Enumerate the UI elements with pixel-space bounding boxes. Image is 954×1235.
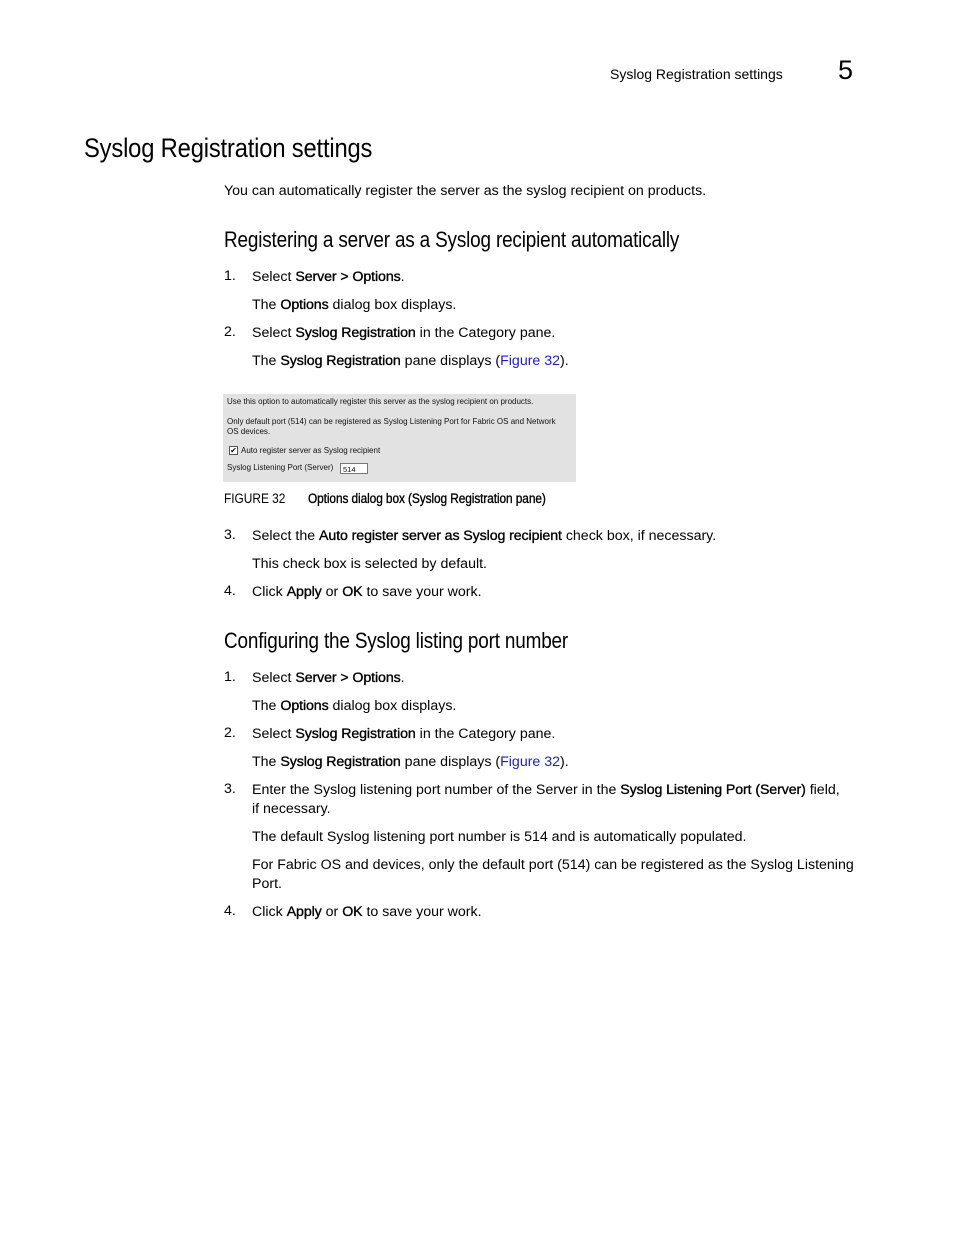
s1-step1: Select Server > Options. [252,269,405,285]
s1-step1-result: The Options dialog box displays. [252,297,457,313]
s1-step4-number: 4. [224,583,236,599]
s2-step3-number: 3. [224,781,236,797]
figure-32-link[interactable]: Figure 32 [500,754,561,770]
s2-step2-result: The Syslog Registration pane displays (Figure 32). [252,754,569,770]
s2-step1: Select Server > Options. [252,670,405,686]
s2-step2-number: 2. [224,725,236,741]
port-input[interactable]: 514 [340,463,368,474]
section1-heading: Registering a server as a Syslog recipient automatically [224,227,680,252]
s1-step2-number: 2. [224,324,236,340]
s2-step4: Click Apply or OK to save your work. [252,904,482,920]
s2-step2: Select Syslog Registration in the Category pane. [252,726,556,742]
s2-step3-note2-line1: For Fabric OS and devices, only the default port (514) can be registered as the Syslog Listening [252,857,854,873]
auto-register-label: Auto register server as Syslog recipient [241,446,381,455]
figure-desc-line3: OS devices. [227,427,271,436]
intro-paragraph: You can automatically register the server as the syslog recipient on products. [224,183,707,199]
figure-caption-label: FIGURE 32 [224,491,286,506]
figure-desc-line1: Use this option to automatically register this server as the syslog recipient on products. [227,397,534,406]
page-title: Syslog Registration settings [84,133,373,163]
s1-step3-number: 3. [224,527,236,543]
s2-step1-number: 1. [224,669,236,685]
s2-step3-note1: The default Syslog listening port number is 514 and is automatically populated. [252,829,747,845]
s2-step4-number: 4. [224,903,236,919]
port-label: Syslog Listening Port (Server) [227,463,334,472]
figure-32-link[interactable]: Figure 32 [500,353,561,369]
s1-step2-result: The Syslog Registration pane displays (Figure 32). [252,353,569,369]
options-dialog-figure [223,394,576,482]
s1-step1-number: 1. [224,268,236,284]
header-section-title: Syslog Registration settings [610,66,783,82]
s2-step1-result: The Options dialog box displays. [252,698,457,714]
auto-register-checkbox[interactable]: ✔ [230,446,237,455]
section2-heading: Configuring the Syslog listing port number [224,628,569,653]
s1-step4: Click Apply or OK to save your work. [252,584,482,600]
figure-desc-line2: Only default port (514) can be registered as Syslog Listening Port for Fabric OS and Network [227,417,556,426]
s1-step3-note: This check box is selected by default. [252,556,488,572]
chapter-number: 5 [838,55,854,85]
s1-step3: Select the Auto register server as Syslog recipient check box, if necessary. [252,528,717,544]
s1-step2: Select Syslog Registration in the Category pane. [252,325,556,341]
s2-step3: Enter the Syslog listening port number of the Server in the Syslog Listening Port (Server) field, [252,782,840,798]
s2-step3-line2: if necessary. [252,801,331,817]
s2-step3-note2-line2: Port. [252,876,282,892]
figure-caption-text: Options dialog box (Syslog Registration pane) [308,491,546,506]
